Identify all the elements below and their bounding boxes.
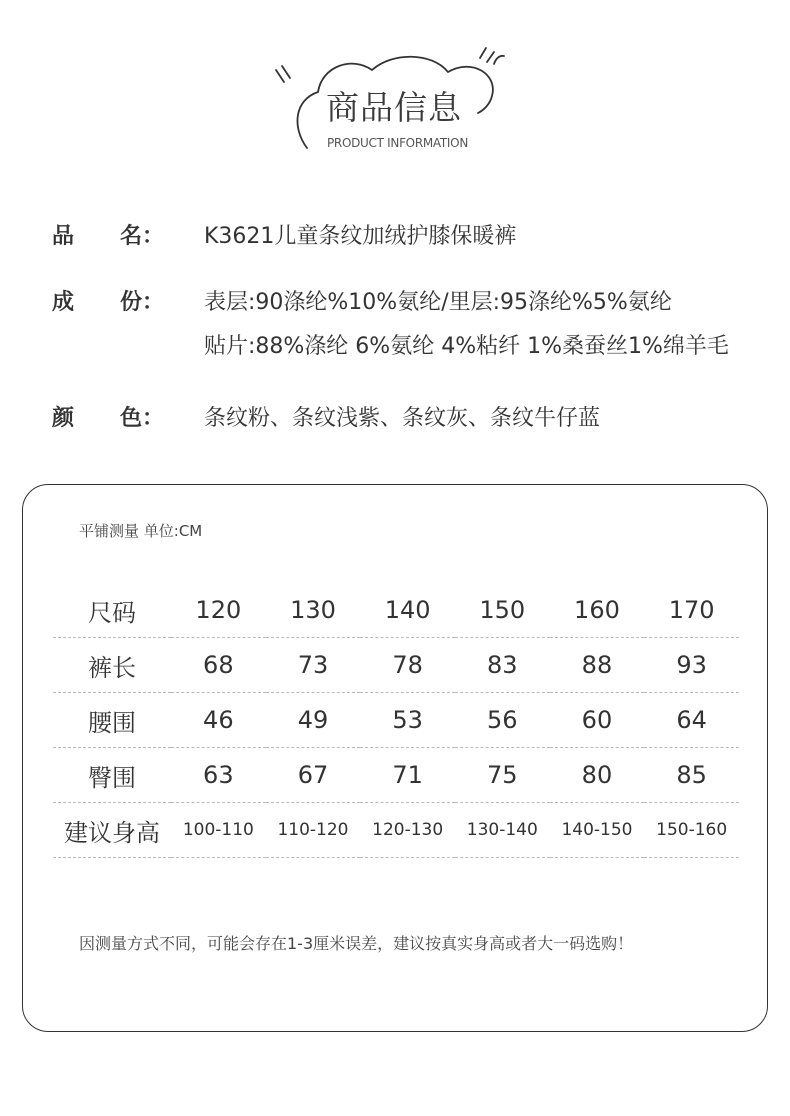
measure-note: 平铺测量 单位:CM	[79, 522, 203, 540]
table-cell: 93	[644, 638, 739, 693]
table-cell: 160	[550, 583, 645, 638]
composition-line-2: 贴片:88%涤纶 6%氨纶 4%粘纤 1%桑蚕丝1%绵羊毛	[204, 334, 729, 359]
color-value: 条纹粉、条纹浅紫、条纹灰、条纹牛仔蓝	[204, 406, 601, 431]
table-cell: 100-110	[171, 803, 266, 858]
table-cell: 85	[644, 748, 739, 803]
table-cell: 120	[171, 583, 266, 638]
table-row-size	[53, 583, 739, 638]
row-header: 建议身高	[53, 803, 171, 858]
row-header: 腰围	[53, 693, 171, 748]
table-row-waist	[53, 693, 739, 748]
table-cell: 67	[266, 748, 361, 803]
table-cell: 130-140	[455, 803, 550, 858]
table-cell: 64	[644, 693, 739, 748]
table-cell: 150-160	[644, 803, 739, 858]
table-cell: 78	[360, 638, 455, 693]
table-cell: 63	[171, 748, 266, 803]
table-cell: 130	[266, 583, 361, 638]
measurement-disclaimer: 因测量方式不同，可能会存在1-3厘米误差，建议按真实身高或者大一码选购！	[79, 934, 634, 953]
table-cell: 80	[550, 748, 645, 803]
table-cell: 120-130	[360, 803, 455, 858]
table-cell: 56	[455, 693, 550, 748]
row-header: 臀围	[53, 748, 171, 803]
table-cell: 68	[171, 638, 266, 693]
composition-line-1: 表层:90涤纶%10%氨纶/里层:95涤纶%5%氨纶	[204, 290, 672, 315]
table-cell: 88	[550, 638, 645, 693]
table-cell: 75	[455, 748, 550, 803]
product-name-value: K3621儿童条纹加绒护膝保暖裤	[204, 224, 517, 249]
page-title: 商品信息	[326, 88, 462, 127]
size-chart-panel	[22, 484, 768, 1032]
row-header: 尺码	[53, 583, 171, 638]
table-cell: 60	[550, 693, 645, 748]
table-cell: 140	[360, 583, 455, 638]
table-cell: 71	[360, 748, 455, 803]
table-row-hip	[53, 748, 739, 803]
table-cell: 53	[360, 693, 455, 748]
table-cell: 170	[644, 583, 739, 638]
table-cell: 46	[171, 693, 266, 748]
table-cell: 83	[455, 638, 550, 693]
table-cell: 140-150	[550, 803, 645, 858]
table-cell: 150	[455, 583, 550, 638]
table-row-length	[53, 638, 739, 693]
page-subtitle: PRODUCT INFORMATION	[327, 136, 468, 150]
size-table	[53, 583, 739, 858]
table-cell: 73	[266, 638, 361, 693]
table-row-height	[53, 803, 739, 858]
row-header: 裤长	[53, 638, 171, 693]
header	[0, 0, 790, 170]
table-cell: 110-120	[266, 803, 361, 858]
table-cell: 49	[266, 693, 361, 748]
